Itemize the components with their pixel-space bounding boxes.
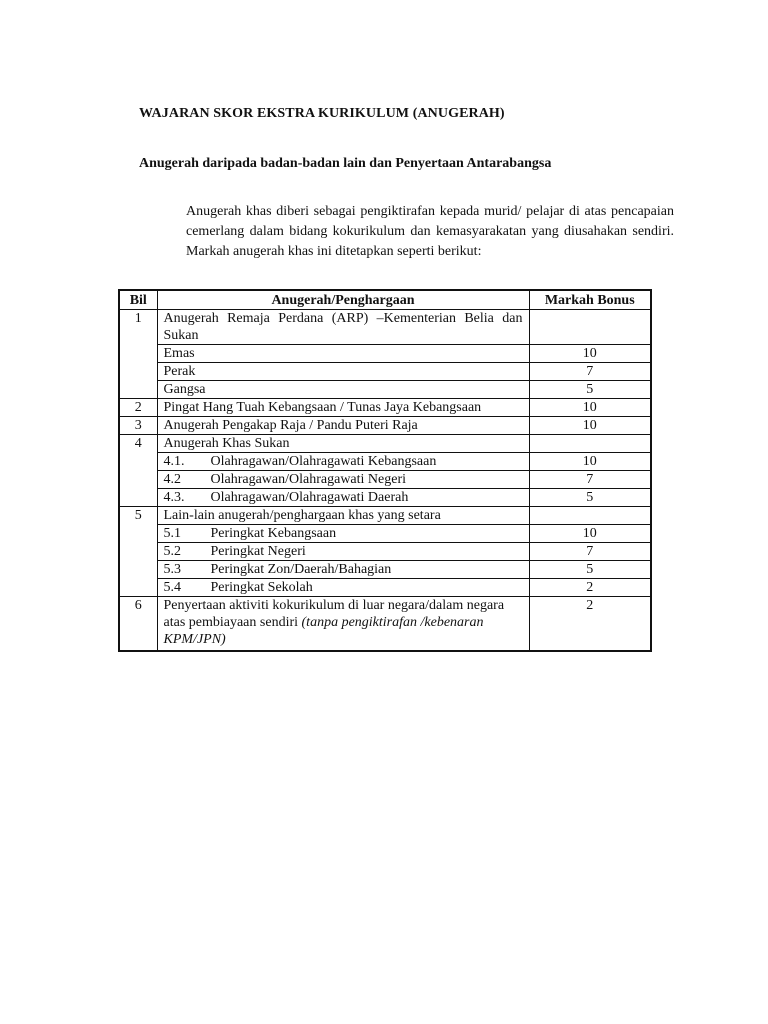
row-award-note: (tanpa pengiktirafan /kebenaran KPM/JPN) (163, 615, 484, 647)
row-number: 4.1. (163, 454, 185, 469)
row-mark: 7 (529, 543, 651, 561)
row-award: Anugerah Pengakap Raja / Pandu Puteri Raja (157, 417, 529, 435)
row-mark: 2 (529, 579, 651, 597)
row-award: Pingat Hang Tuah Kebangsaan / Tunas Jaya Kebangsaan (157, 399, 529, 417)
awards-table (118, 289, 652, 652)
row-bil: 6 (119, 597, 157, 652)
row-award: Peringkat Zon/Daerah/Bahagian (210, 562, 392, 577)
table-row (119, 363, 651, 381)
row-award: Peringkat Kebangsaan (210, 526, 337, 541)
row-mark: 5 (529, 561, 651, 579)
table-row (119, 507, 651, 525)
table-row (119, 543, 651, 561)
row-number: 4.2 (163, 472, 181, 487)
row-mark: 7 (529, 363, 651, 381)
table-row (119, 525, 651, 543)
row-award: Peringkat Negeri (210, 544, 306, 559)
table-row (119, 435, 651, 453)
row-award: Peringkat Sekolah (210, 580, 313, 595)
page-title: WAJARAN SKOR EKSTRA KURIKULUM (ANUGERAH) (139, 106, 505, 121)
row-bil: 3 (119, 417, 157, 435)
table-row (119, 345, 651, 363)
header-bil: Bil (119, 290, 157, 310)
row-award: Olahragawan/Olahragawati Kebangsaan (210, 454, 437, 469)
table-header-row (119, 290, 651, 310)
row-mark (529, 435, 651, 453)
row-mark: 5 (529, 381, 651, 399)
table-row (119, 561, 651, 579)
row-award: Olahragawan/Olahragawati Daerah (210, 490, 409, 505)
row-number: 5.4 (163, 580, 181, 595)
row-mark (529, 310, 651, 345)
row-mark: 10 (529, 417, 651, 435)
row-award: Lain-lain anugerah/penghargaan khas yang setara (157, 507, 529, 525)
row-number: 5.3 (163, 562, 181, 577)
row-award: Emas (157, 345, 529, 363)
row-number: 4.3. (163, 490, 185, 505)
row-mark: 10 (529, 399, 651, 417)
row-award: Anugerah Khas Sukan (157, 435, 529, 453)
table-row (119, 453, 651, 471)
row-mark (529, 507, 651, 525)
row-number: 5.1 (163, 526, 181, 541)
row-mark: 5 (529, 489, 651, 507)
row-award: Penyertaan aktiviti kokurikulum di luar negara/dalam negara atas pembiayaan sendiri (163, 598, 505, 630)
table-row (119, 471, 651, 489)
table-row (119, 399, 651, 417)
table-row (119, 381, 651, 399)
table-row (119, 597, 651, 652)
row-award: Anugerah Remaja Perdana (ARP) –Kementerian Belia dan Sukan (157, 310, 529, 345)
row-award: Gangsa (157, 381, 529, 399)
row-mark: 10 (529, 525, 651, 543)
section-subtitle: Anugerah daripada badan-badan lain dan Penyertaan Antarabangsa (139, 156, 552, 171)
row-number: 5.2 (163, 544, 181, 559)
row-mark: 7 (529, 471, 651, 489)
row-mark: 2 (586, 598, 594, 613)
header-mark: Markah Bonus (529, 290, 651, 310)
row-bil: 2 (119, 399, 157, 417)
intro-paragraph: Anugerah khas diberi sebagai pengiktirafan kepada murid/ pelajar di atas pencapaian cemerlang dalam bidang kokurikulum dan kemasyarakatan yang diusahakan sendiri. Markah anugerah khas ini ditetapkan seperti berikut: (186, 204, 674, 259)
table-row (119, 310, 651, 345)
row-bil: 5 (119, 507, 157, 525)
row-award: Olahragawan/Olahragawati Negeri (210, 472, 407, 487)
header-award: Anugerah/Penghargaan (157, 290, 529, 310)
row-bil: 4 (119, 435, 157, 453)
row-mark: 10 (529, 453, 651, 471)
row-award: Perak (157, 363, 529, 381)
row-bil: 1 (119, 310, 157, 345)
table-row (119, 579, 651, 597)
table-row (119, 489, 651, 507)
row-mark: 10 (529, 345, 651, 363)
table-row (119, 417, 651, 435)
